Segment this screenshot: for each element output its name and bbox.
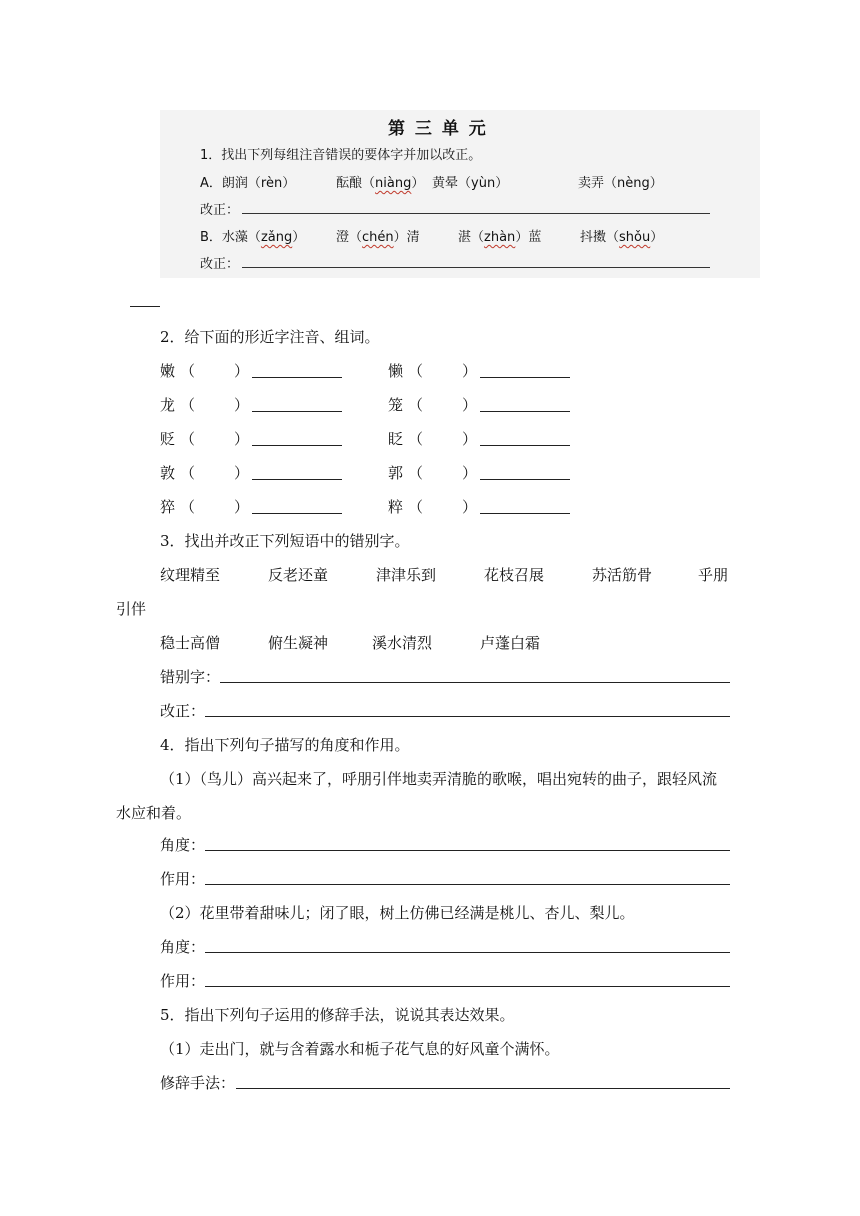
fix-label-a: 改正： — [200, 203, 240, 218]
q2-word-blank[interactable] — [480, 513, 570, 514]
q5-rhetoric-label: 修辞手法： — [160, 1074, 236, 1092]
q5-sentence-1: （1）走出门，就与含着露水和栀子花气息的好风童个满怀。 — [160, 1040, 560, 1058]
answer-line-a[interactable] — [242, 213, 710, 214]
q2-char-right: 郭 — [388, 464, 404, 482]
q2-right-paren: ） — [462, 464, 478, 482]
q3-phrase: 花枝召展 — [484, 566, 545, 584]
question-2-title: 2．给下面的形近字注音、组词。 — [160, 328, 380, 346]
option-a-item-2: 酝酿（niàng） — [336, 176, 425, 191]
q4-effect-label: 作用： — [160, 972, 206, 990]
option-b-item-3: 湛（zhàn）蓝 — [458, 230, 542, 245]
stray-line-fragment — [130, 306, 160, 307]
unit-title: 第 三 单 元 — [388, 119, 488, 139]
q2-right-paren: ） — [462, 362, 478, 380]
q3-wrong-label: 错别字： — [160, 668, 221, 686]
fix-label-b: 改正： — [200, 257, 240, 272]
q2-left-paren: （ — [408, 430, 424, 448]
q2-char-left: 嫩 — [160, 362, 176, 380]
q3-phrase: 纹理精至 — [160, 566, 221, 584]
q2-word-blank[interactable] — [480, 445, 570, 446]
q3-phrase-wrap-start: 乎朋 — [698, 566, 729, 584]
q2-word-blank[interactable] — [252, 445, 342, 446]
option-a-item-1: A．朗润（rèn） — [200, 176, 296, 191]
q2-left-paren: （ — [408, 362, 424, 380]
option-b-item-1: B．水藻（zǎng） — [200, 230, 306, 245]
q2-left-paren: （ — [408, 464, 424, 482]
q4-angle-answer-line-2[interactable] — [205, 952, 730, 953]
q2-word-blank[interactable] — [480, 479, 570, 480]
question-3-title: 3．找出并改正下列短语中的错别字。 — [160, 532, 410, 550]
q3-phrase: 苏活筋骨 — [592, 566, 653, 584]
q2-word-blank[interactable] — [252, 377, 342, 378]
q3-fix-label: 改正： — [160, 702, 206, 720]
option-b-item-2: 澄（chén）清 — [336, 230, 420, 245]
q3-phrase: 溪水清烈 — [372, 634, 433, 652]
q2-char-right: 眨 — [388, 430, 404, 448]
answer-line-b[interactable] — [242, 267, 710, 268]
q3-phrase: 稳士高僧 — [160, 634, 221, 652]
q2-right-paren: ） — [234, 464, 250, 482]
q2-right-paren: ） — [234, 362, 250, 380]
option-a-item-4: 卖弄（nèng） — [578, 176, 663, 191]
q2-left-paren: （ — [408, 396, 424, 414]
q3-phrase: 津津乐到 — [376, 566, 437, 584]
q2-word-blank[interactable] — [252, 411, 342, 412]
q2-right-paren: ） — [234, 396, 250, 414]
q2-word-blank[interactable] — [252, 513, 342, 514]
q3-phrase: 俯生凝神 — [268, 634, 329, 652]
q2-char-left: 龙 — [160, 396, 176, 414]
question-1-text: 1．找出下列每组注音错误的要体字并加以改正。 — [200, 148, 482, 163]
q2-word-blank[interactable] — [252, 479, 342, 480]
q2-right-paren: ） — [462, 430, 478, 448]
q2-char-left: 猝 — [160, 498, 176, 516]
q4-sentence-2: （2）花里带着甜味儿；闭了眼，树上仿佛已经满是桃儿、杏儿、梨儿。 — [160, 904, 635, 922]
q2-right-paren: ） — [234, 430, 250, 448]
q2-char-left: 敦 — [160, 464, 176, 482]
q4-effect-label: 作用： — [160, 870, 206, 888]
option-b-item-4: 抖擞（shǒu） — [580, 230, 664, 245]
q3-phrase-wrap-end: 引伴 — [116, 600, 147, 618]
q2-left-paren: （ — [408, 498, 424, 516]
q2-right-paren: ） — [462, 498, 478, 516]
q4-angle-label: 角度： — [160, 938, 206, 956]
question-5-title: 5．指出下列句子运用的修辞手法，说说其表达效果。 — [160, 1006, 515, 1024]
q4-effect-answer-line-1[interactable] — [205, 884, 730, 885]
q4-sentence-1-wrap: 水应和着。 — [116, 804, 192, 822]
option-a-item-3: 黄晕（yùn） — [432, 176, 509, 191]
q4-angle-label: 角度： — [160, 836, 206, 854]
q3-phrase: 卢蓬白霜 — [480, 634, 541, 652]
q2-left-paren: （ — [180, 464, 196, 482]
scanned-question-block — [160, 110, 760, 278]
question-4-title: 4．指出下列句子描写的角度和作用。 — [160, 736, 410, 754]
q2-char-right: 粹 — [388, 498, 404, 516]
q4-effect-answer-line-2[interactable] — [205, 986, 730, 987]
q2-left-paren: （ — [180, 396, 196, 414]
q2-right-paren: ） — [462, 396, 478, 414]
q4-angle-answer-line-1[interactable] — [205, 850, 730, 851]
q2-left-paren: （ — [180, 430, 196, 448]
q3-wrong-answer-line[interactable] — [220, 682, 730, 683]
q2-char-right: 懒 — [388, 362, 404, 380]
q3-phrase: 反老还童 — [268, 566, 329, 584]
q2-right-paren: ） — [234, 498, 250, 516]
q2-word-blank[interactable] — [480, 377, 570, 378]
q5-rhetoric-answer-line[interactable] — [236, 1088, 730, 1089]
q2-word-blank[interactable] — [480, 411, 570, 412]
q2-char-left: 贬 — [160, 430, 176, 448]
q4-sentence-1: （1）（鸟儿）高兴起来了，呼朋引伴地卖弄清脆的歌喉，唱出宛转的曲子，跟轻风流 — [160, 770, 718, 788]
q2-char-right: 笼 — [388, 396, 404, 414]
q2-left-paren: （ — [180, 498, 196, 516]
q2-left-paren: （ — [180, 362, 196, 380]
q3-fix-answer-line[interactable] — [205, 716, 730, 717]
